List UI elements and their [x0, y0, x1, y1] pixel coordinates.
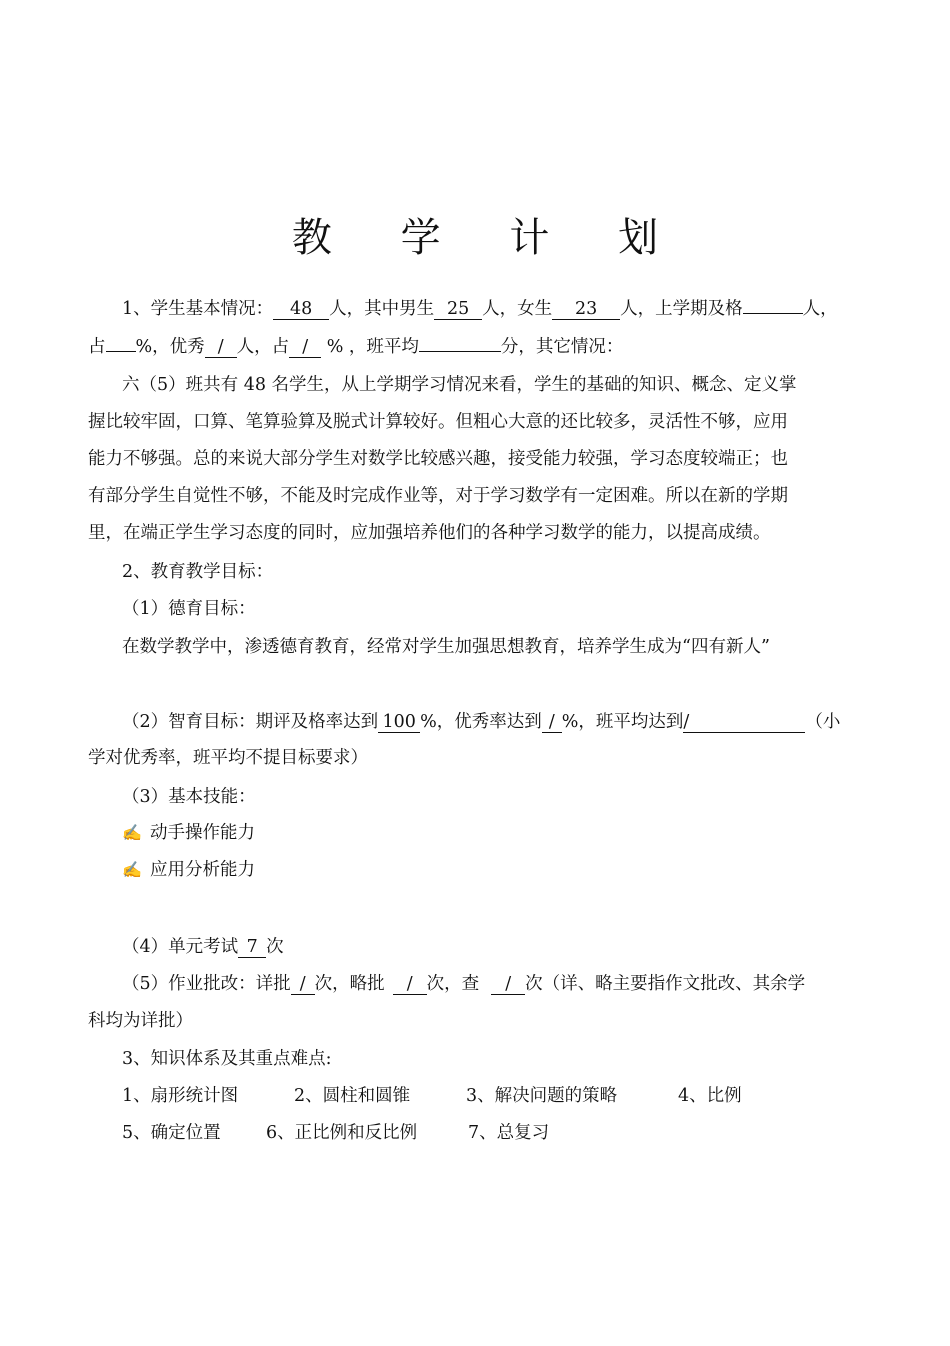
- intel-mid1: %，优秀率达到: [420, 712, 542, 732]
- girls-count: 23: [552, 300, 620, 320]
- excellent-percent: /: [289, 338, 321, 358]
- situation-para-line: 有部分学生自觉性不够，不能及时完成作业等，对于学习数学有一定困难。所以在新的学期: [88, 486, 788, 506]
- skill-label: 应用分析能力: [150, 860, 255, 880]
- excellent-count: /: [205, 338, 237, 358]
- hw-brief: /: [393, 975, 427, 995]
- intel-mid2: %，班平均达到: [561, 712, 684, 732]
- knowledge-item: 4、比例: [678, 1086, 742, 1106]
- skills-heading: （3）基本技能：: [122, 787, 256, 807]
- avg-target: /: [683, 713, 805, 733]
- homework-line-2: 科均为详批）: [88, 1011, 193, 1031]
- intel-goal-line-1: [122, 711, 864, 733]
- knowledge-item: 1、扇形统计图: [122, 1086, 239, 1106]
- moral-heading: （1）德育目标：: [122, 599, 256, 619]
- total-unit: 人，其中男生: [329, 299, 435, 319]
- knowledge-item: 2、圆柱和圆锥: [294, 1086, 411, 1106]
- exam-prefix: （4）单元考试: [122, 937, 239, 957]
- skill-label: 动手操作能力: [150, 823, 255, 843]
- skill-item: [122, 859, 864, 881]
- intel-suffix: （小: [805, 712, 841, 732]
- intel-goal-line-2: 学对优秀率，班平均不提目标要求）: [88, 748, 368, 768]
- section2-heading: 2、教育教学目标：: [122, 562, 274, 582]
- exam-suffix: 次: [266, 937, 284, 957]
- knowledge-item: 3、解决问题的策略: [466, 1086, 618, 1106]
- excellent-unit: 人，占: [236, 337, 290, 357]
- exam-count: 7: [238, 938, 266, 958]
- writing-hand-icon: ✍: [122, 823, 142, 842]
- avg-suffix: 分，其它情况：: [500, 337, 624, 357]
- moral-text: 在数学教学中，渗透德育教育，经常对学生加强思想教育，培养学生成为“四有新人”: [122, 637, 770, 657]
- pass-count: [743, 313, 803, 314]
- situation-para-line: 里，在端正学生学习态度的同时，应加强培养他们的各种学习数学的能力，以提高成绩。: [88, 523, 771, 543]
- knowledge-row-1: [122, 1085, 864, 1107]
- boys-unit: 人，女生: [482, 299, 553, 319]
- section1-heading: 1、学生基本情况：: [122, 299, 274, 319]
- basic-info-line-2: [88, 336, 864, 358]
- avg-prefix: % ，班平均: [321, 337, 419, 357]
- excellent-rate-target: /: [542, 713, 562, 733]
- writing-hand-icon: ✍: [122, 860, 142, 879]
- excellent-prefix: %，优秀: [135, 337, 205, 357]
- boys-count: 25: [434, 300, 482, 320]
- total-students: 48: [273, 300, 329, 320]
- page-title: 教 学 计 划: [291, 215, 687, 261]
- pct-prefix: 占: [88, 337, 106, 357]
- section3-heading: 3、知识体系及其重点难点:: [122, 1049, 332, 1069]
- homework-line-1: [122, 973, 864, 995]
- hw-mid1: 次，略批: [314, 974, 385, 994]
- knowledge-row-2: [122, 1122, 864, 1144]
- knowledge-item: 7、总复习: [468, 1123, 550, 1143]
- girls-unit: 人，上学期及格: [620, 299, 743, 319]
- hw-prefix: （5）作业批改：详批: [122, 974, 291, 994]
- pass-percent: [106, 351, 136, 352]
- skill-item: [122, 822, 864, 844]
- hw-check: /: [491, 975, 525, 995]
- hw-suffix: 次（详、略主要指作文批改、其余学: [525, 974, 806, 994]
- pass-unit: 人，: [802, 299, 838, 319]
- hw-mid2: 次，查: [426, 974, 480, 994]
- knowledge-item: 5、确定位置: [122, 1123, 221, 1143]
- basic-info-line-1: [122, 298, 864, 320]
- situation-para-line: 握比较牢固，口算、笔算验算及脱式计算较好。但粗心大意的还比较多，灵活性不够，应用: [88, 412, 788, 432]
- hw-detailed: /: [291, 975, 315, 995]
- situation-para-line: 能力不够强。总的来说大部分学生对数学比较感兴趣，接受能力较强，学习态度较端正；也: [88, 449, 788, 469]
- intel-prefix: （2）智育目标：期评及格率达到: [122, 712, 379, 732]
- pass-rate-target: 100: [378, 713, 420, 733]
- unit-exam-line: [122, 936, 864, 958]
- class-average: [419, 351, 501, 352]
- situation-para-line: 六（5）班共有 48 名学生，从上学期学习情况来看，学生的基础的知识、概念、定义掌: [122, 375, 797, 395]
- knowledge-item: 6、正比例和反比例: [266, 1123, 418, 1143]
